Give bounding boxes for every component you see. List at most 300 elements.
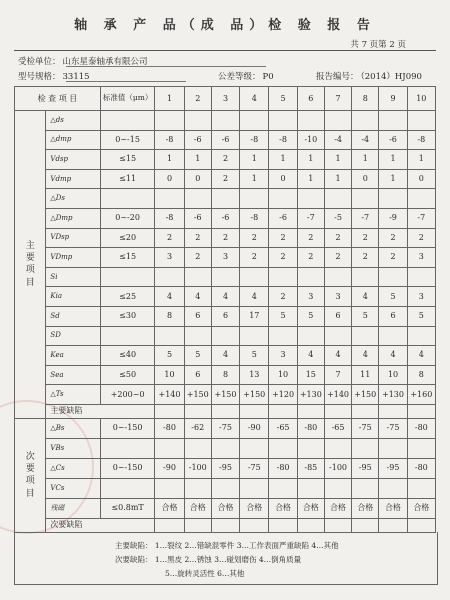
sample-value: +140 <box>155 385 184 405</box>
sample-value <box>352 326 379 346</box>
standard-value: 0~-20 <box>100 208 154 228</box>
sample-value: 2 <box>184 228 211 248</box>
sample-value: -90 <box>155 458 184 478</box>
sample-value: 0 <box>269 169 297 189</box>
sample-value <box>407 326 435 346</box>
sample-value <box>155 438 184 458</box>
sample-value <box>211 326 239 346</box>
sample-value <box>211 111 239 131</box>
sample-value: -62 <box>184 418 211 438</box>
table-row <box>15 385 436 405</box>
standard-value: ≤20 <box>100 228 154 248</box>
grade-label: 公差等级： <box>218 72 261 82</box>
sample-value: 5 <box>407 306 435 326</box>
sample-value: 8 <box>407 365 435 385</box>
sample-value: 7 <box>324 365 351 385</box>
sample-value: 2 <box>211 169 239 189</box>
sample-value: 4 <box>240 287 269 307</box>
sample-value: -80 <box>297 418 324 438</box>
defect-cell <box>269 404 297 418</box>
param-label: Si <box>46 267 100 287</box>
sample-value <box>240 111 269 131</box>
sample-value: 2 <box>379 228 407 248</box>
sample-value <box>379 111 407 131</box>
sample-value: 1 <box>240 150 269 170</box>
table-row <box>15 438 436 458</box>
inspection-table <box>14 86 436 533</box>
sample-value: 4 <box>211 287 239 307</box>
sample-value: +150 <box>184 385 211 405</box>
param-label: △dmp <box>46 130 100 150</box>
param-label: △Bs <box>46 418 100 438</box>
sample-value <box>155 267 184 287</box>
main-defect-row <box>15 404 436 418</box>
sample-value: 1 <box>240 169 269 189</box>
table-row <box>15 326 436 346</box>
param-label: VCs <box>46 478 100 498</box>
sample-value: 2 <box>379 248 407 268</box>
sample-value: 3 <box>155 248 184 268</box>
sample-value <box>184 111 211 131</box>
sample-value <box>184 478 211 498</box>
sample-value: -100 <box>324 458 351 478</box>
sample-value <box>240 478 269 498</box>
sample-value: 合格 <box>269 498 297 518</box>
sample-value <box>407 189 435 209</box>
sample-value: 5 <box>155 346 184 366</box>
sample-value: -80 <box>407 458 435 478</box>
sample-value: 合格 <box>352 498 379 518</box>
header-sample-6: 6 <box>297 87 324 111</box>
report-number-field <box>316 70 422 82</box>
table-row <box>15 208 436 228</box>
unit-value: 山东星泰轴承有限公司 <box>62 57 148 67</box>
sample-value: -80 <box>155 418 184 438</box>
sample-value: -7 <box>407 208 435 228</box>
param-label: △Ds <box>46 189 100 209</box>
sample-value: -6 <box>379 130 407 150</box>
sample-value: 2 <box>297 228 324 248</box>
header-sample-2: 2 <box>184 87 211 111</box>
sample-value: 2 <box>240 248 269 268</box>
defect-cell <box>240 404 269 418</box>
header-sample-10: 10 <box>407 87 435 111</box>
defect-cell <box>211 518 239 532</box>
sample-value: 6 <box>211 306 239 326</box>
sample-value <box>352 478 379 498</box>
sample-value: -6 <box>269 208 297 228</box>
sample-value: -8 <box>240 208 269 228</box>
sample-value: 2 <box>352 228 379 248</box>
defect-cell <box>155 404 184 418</box>
sample-value <box>407 438 435 458</box>
legend-minor-cont: 5…旋转灵活性 6…其他 <box>165 569 245 578</box>
sample-value: 4 <box>184 287 211 307</box>
sample-value: 0 <box>407 169 435 189</box>
standard-value: ≤50 <box>100 365 154 385</box>
sample-value <box>240 326 269 346</box>
sample-value: -95 <box>379 458 407 478</box>
sample-value <box>240 438 269 458</box>
legend-main: 主要缺陷： 1…裂纹 2…错缺混零件 3…工作表面严重缺陷 4…其他 <box>115 541 339 550</box>
standard-value: ≤25 <box>100 287 154 307</box>
sample-value <box>352 267 379 287</box>
underline <box>66 81 186 82</box>
sample-value: -75 <box>211 418 239 438</box>
sample-value: 合格 <box>324 498 351 518</box>
sample-value: +130 <box>379 385 407 405</box>
sample-value: 8 <box>211 365 239 385</box>
sample-value: 1 <box>379 169 407 189</box>
standard-value: 0~-150 <box>100 418 154 438</box>
sample-value <box>184 267 211 287</box>
table-row <box>15 498 436 518</box>
sample-value <box>352 438 379 458</box>
sample-value: 5 <box>352 306 379 326</box>
sample-value <box>269 111 297 131</box>
sample-value: 1 <box>324 169 351 189</box>
param-label: △Cs <box>46 458 100 478</box>
sample-value: 5 <box>379 287 407 307</box>
standard-value: ≤15 <box>100 150 154 170</box>
standard-value <box>100 267 154 287</box>
sample-value: 17 <box>240 306 269 326</box>
sample-value: 1 <box>297 169 324 189</box>
sample-value: -75 <box>379 418 407 438</box>
sample-value <box>407 478 435 498</box>
page-info: 共 7 页第 2 页 <box>350 40 406 50</box>
sample-value: -6 <box>184 208 211 228</box>
sample-value <box>297 189 324 209</box>
divider <box>14 50 436 51</box>
sample-value: -7 <box>297 208 324 228</box>
sample-value: 15 <box>297 365 324 385</box>
defect-cell <box>211 404 239 418</box>
standard-value: ≤40 <box>100 346 154 366</box>
sample-value: -85 <box>297 458 324 478</box>
table-row <box>15 111 436 131</box>
sample-value: -80 <box>269 458 297 478</box>
sample-value <box>379 478 407 498</box>
header-sample-1: 1 <box>155 87 184 111</box>
sample-value: -7 <box>352 208 379 228</box>
standard-value <box>100 111 154 131</box>
minor-defect-row <box>15 518 436 532</box>
sample-value <box>352 111 379 131</box>
sample-value <box>297 326 324 346</box>
param-label: 残磁 <box>46 498 100 518</box>
sample-value <box>379 438 407 458</box>
defect-cell <box>297 518 324 532</box>
defect-cell <box>352 518 379 532</box>
sample-value: 10 <box>379 365 407 385</box>
sample-value: -6 <box>211 130 239 150</box>
sample-value <box>211 478 239 498</box>
sample-value: 0 <box>184 169 211 189</box>
sample-value: 10 <box>269 365 297 385</box>
sample-value: 2 <box>240 228 269 248</box>
sample-value: -75 <box>352 418 379 438</box>
sample-value: 0 <box>155 169 184 189</box>
param-label: Kia <box>46 287 100 307</box>
sample-value: -90 <box>240 418 269 438</box>
sample-value: 合格 <box>240 498 269 518</box>
sample-value: -8 <box>240 130 269 150</box>
header-sample-3: 3 <box>211 87 239 111</box>
report-title: 轴 承 产 品（成 品）检 验 报 告 <box>74 18 376 33</box>
sample-value: 3 <box>297 287 324 307</box>
sample-value <box>184 438 211 458</box>
table-header-row <box>15 87 436 111</box>
table-row <box>15 365 436 385</box>
table-row <box>15 189 436 209</box>
table-row <box>15 306 436 326</box>
sample-value: 1 <box>352 150 379 170</box>
sample-value: 1 <box>155 150 184 170</box>
report-value: （2014）HJ090 <box>360 72 422 82</box>
sample-value: -8 <box>155 130 184 150</box>
sample-value <box>324 478 351 498</box>
grade-field <box>218 70 274 82</box>
sample-value: 4 <box>155 287 184 307</box>
defect-cell <box>379 518 407 532</box>
sample-value: -6 <box>211 208 239 228</box>
sample-value: -80 <box>407 418 435 438</box>
sample-value <box>211 267 239 287</box>
defect-cell <box>407 404 435 418</box>
sample-value: 4 <box>352 287 379 307</box>
table-row <box>15 287 436 307</box>
sample-value: -95 <box>211 458 239 478</box>
sample-value: 5 <box>240 346 269 366</box>
sample-value <box>324 326 351 346</box>
param-label: Vdmp <box>46 169 100 189</box>
header-sample-4: 4 <box>240 87 269 111</box>
sample-value <box>324 111 351 131</box>
param-label: VDsp <box>46 228 100 248</box>
defect-cell <box>297 404 324 418</box>
defect-cell <box>352 404 379 418</box>
param-label: △Ts <box>46 385 100 405</box>
standard-value <box>100 326 154 346</box>
sample-value: -9 <box>379 208 407 228</box>
sample-value: 4 <box>211 346 239 366</box>
table-row <box>15 169 436 189</box>
sample-value: +150 <box>240 385 269 405</box>
defect-cell <box>240 518 269 532</box>
sample-value <box>155 189 184 209</box>
table-row <box>15 267 436 287</box>
sample-value: 8 <box>155 306 184 326</box>
sample-value: 2 <box>407 228 435 248</box>
sample-value <box>297 267 324 287</box>
unit-label: 受检单位： <box>18 57 61 67</box>
sample-value <box>324 267 351 287</box>
sample-value: -75 <box>240 458 269 478</box>
table-row <box>15 478 436 498</box>
sample-value <box>324 438 351 458</box>
sample-value: 6 <box>379 306 407 326</box>
sample-value <box>379 267 407 287</box>
header-sample-5: 5 <box>269 87 297 111</box>
sample-value: 11 <box>352 365 379 385</box>
sample-value: 6 <box>324 306 351 326</box>
sample-value <box>352 189 379 209</box>
report-label: 报告编号： <box>316 72 359 82</box>
param-label: VBs <box>46 438 100 458</box>
table-row <box>15 418 436 438</box>
sample-value <box>379 189 407 209</box>
sample-value: 合格 <box>184 498 211 518</box>
sample-value <box>269 438 297 458</box>
sample-value: 5 <box>269 306 297 326</box>
sample-value: 4 <box>352 346 379 366</box>
sample-value <box>155 111 184 131</box>
param-label: Sd <box>46 306 100 326</box>
table-row <box>15 346 436 366</box>
sample-value: -65 <box>324 418 351 438</box>
param-label: Kea <box>46 346 100 366</box>
sample-value: +120 <box>269 385 297 405</box>
standard-value <box>100 189 154 209</box>
standard-value <box>100 478 154 498</box>
table-row <box>15 458 436 478</box>
sample-value <box>407 267 435 287</box>
table-row <box>15 150 436 170</box>
sample-value: 13 <box>240 365 269 385</box>
header-standard: 标准值（μm） <box>100 87 154 111</box>
standard-value: 0~-15 <box>100 130 154 150</box>
param-label: SD <box>46 326 100 346</box>
sample-value: 2 <box>324 228 351 248</box>
sample-value: 3 <box>211 248 239 268</box>
sample-value: 6 <box>184 306 211 326</box>
param-label: Sea <box>46 365 100 385</box>
sample-value: 2 <box>297 248 324 268</box>
sample-value: 2 <box>324 248 351 268</box>
standard-value <box>100 438 154 458</box>
sample-value: 1 <box>407 150 435 170</box>
table-row <box>15 228 436 248</box>
sample-value: -95 <box>352 458 379 478</box>
sample-value <box>184 326 211 346</box>
table-row <box>15 248 436 268</box>
sample-value: -4 <box>352 130 379 150</box>
sample-value: 1 <box>324 150 351 170</box>
sample-value: 2 <box>184 248 211 268</box>
header-sample-7: 7 <box>324 87 351 111</box>
grade-value: P0 <box>262 72 274 82</box>
sample-value: 3 <box>407 287 435 307</box>
model-value: 33115 <box>62 72 90 82</box>
sample-value: 1 <box>184 150 211 170</box>
sample-value <box>155 478 184 498</box>
standard-value: ≤15 <box>100 248 154 268</box>
minor-defect-label: 次要缺陷 <box>46 518 155 532</box>
header-sample-9: 9 <box>379 87 407 111</box>
standard-value: ≤30 <box>100 306 154 326</box>
sample-value: 1 <box>269 150 297 170</box>
param-label: VDmp <box>46 248 100 268</box>
param-label: △ds <box>46 111 100 131</box>
sample-value: 2 <box>211 228 239 248</box>
defect-cell <box>269 518 297 532</box>
defect-cell <box>324 404 351 418</box>
main-group-label: 主要项目 <box>15 111 46 419</box>
model-label: 型号规格： <box>18 72 61 82</box>
sample-value <box>379 326 407 346</box>
sample-value: 合格 <box>297 498 324 518</box>
sample-value <box>269 478 297 498</box>
table-row <box>15 130 436 150</box>
standard-value: +200~0 <box>100 385 154 405</box>
standard-value: 0~-150 <box>100 458 154 478</box>
sample-value: 4 <box>297 346 324 366</box>
underline <box>66 66 266 67</box>
sample-value <box>297 111 324 131</box>
sample-value: 5 <box>184 346 211 366</box>
sample-value: 3 <box>407 248 435 268</box>
header-item: 检 查 项 目 <box>15 87 101 111</box>
defect-cell <box>184 518 211 532</box>
sample-value: -6 <box>184 130 211 150</box>
sample-value: 1 <box>297 150 324 170</box>
param-label: Vdsp <box>46 150 100 170</box>
sample-value: +140 <box>324 385 351 405</box>
sample-value <box>155 326 184 346</box>
header-sample-8: 8 <box>352 87 379 111</box>
sample-value <box>184 189 211 209</box>
sample-value: 2 <box>352 248 379 268</box>
sample-value: 4 <box>324 346 351 366</box>
sample-value: -8 <box>407 130 435 150</box>
defect-cell <box>407 518 435 532</box>
sample-value <box>240 267 269 287</box>
sample-value <box>269 326 297 346</box>
sample-value: 合格 <box>379 498 407 518</box>
sample-value: 3 <box>324 287 351 307</box>
sample-value: 10 <box>155 365 184 385</box>
sample-value: -4 <box>324 130 351 150</box>
sample-value: 1 <box>379 150 407 170</box>
sample-value: 2 <box>269 228 297 248</box>
main-defect-label: 主要缺陷 <box>46 404 155 418</box>
legend-minor: 次要缺陷： 1…黑皮 2…锈蚀 3…碰划磨伤 4…倒角质量 <box>115 555 302 564</box>
sample-value: 6 <box>184 365 211 385</box>
sample-value: +130 <box>297 385 324 405</box>
defect-legend <box>14 532 438 585</box>
sample-value: -5 <box>324 208 351 228</box>
sample-value <box>407 111 435 131</box>
minor-group-label: 次要项目 <box>15 418 46 532</box>
sample-value: 2 <box>211 150 239 170</box>
sample-value <box>297 478 324 498</box>
standard-value: ≤0.8mT <box>100 498 154 518</box>
sample-value: -10 <box>297 130 324 150</box>
sample-value: 0 <box>352 169 379 189</box>
sample-value: -8 <box>269 130 297 150</box>
sample-value <box>211 438 239 458</box>
sample-value <box>211 189 239 209</box>
sample-value: 2 <box>155 228 184 248</box>
sample-value <box>269 189 297 209</box>
standard-value: ≤11 <box>100 169 154 189</box>
sample-value: -8 <box>155 208 184 228</box>
sample-value: +160 <box>407 385 435 405</box>
param-label: △Dmp <box>46 208 100 228</box>
defect-cell <box>184 404 211 418</box>
sample-value: 2 <box>269 287 297 307</box>
